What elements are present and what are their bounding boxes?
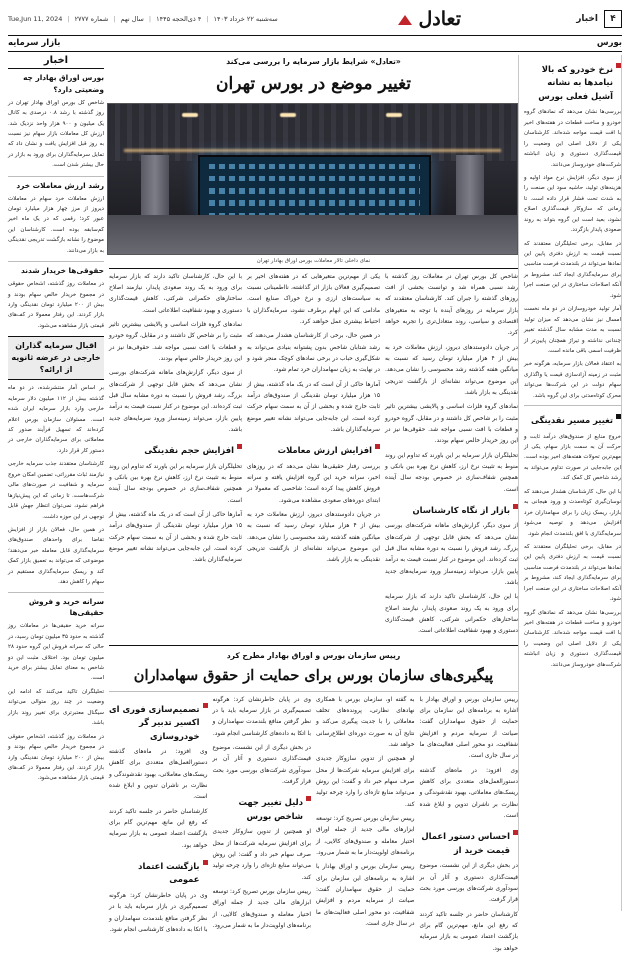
date-solar: سه‌شنبه ۲۲ خرداد ۱۴۰۳ (213, 15, 278, 23)
issue-number: شماره ۲۷۷۷ (74, 15, 109, 23)
second-subhead-3 (109, 700, 208, 745)
left-story-2-body (524, 432, 621, 671)
news-item-body (8, 279, 104, 331)
second-col-1 (420, 695, 519, 958)
second-col-2 (316, 695, 415, 958)
left-story-1-headline: نرخ خودرو که بالا نیامدها به نشانه آشیل فعلی بورس (538, 64, 613, 101)
photo-trading-board (198, 155, 431, 219)
photo-lamp-icon (182, 113, 198, 117)
lead-subhead-2 (247, 441, 380, 459)
second-story-body (109, 695, 518, 958)
square-bullet-icon (616, 63, 621, 68)
square-bullet-icon (616, 414, 621, 419)
photo-glow (124, 149, 500, 152)
paragraph: به گفته او، سازمان بورس با همکاری نهادهای نظارتی، پرونده‌های تخلف معاملاتی را با جدیت پیگیری می‌کند و نتایج آن به صورت دوره‌ای اطلاع‌رسانی خواهد شد. (316, 696, 415, 749)
paragraph: او همچنین از تدوین سازوکار جدیدی برای افزایش سرمایه شرکت‌ها از محل صرف سهام خبر داد و گفت: این روش می‌تواند منابع تازه‌ای را وارد چرخه تولید کند. (212, 829, 311, 881)
paragraph: بررسی‌ها نشان می‌دهد که نمادهای گروه خودرو و ساخت قطعات در هفته‌های اخیر با افت قیمت مواجه شده‌اند. کارشناسان یکی از دلایل اصلی این وضعیت را قیمت‌گذاری دستوری و زیان انباشته شرکت‌های خودروساز می‌دانند. (524, 609, 621, 668)
paragraph: به اعتقاد فعالان بازار سرمایه، هرگونه خبر مثبت در زمینه آزادسازی قیمت یا واگذاری سهام دولت در این شرکت‌ها می‌تواند محرک کوتاه‌مدتی برای این گروه باشد. (524, 361, 621, 399)
triangle-logo-icon (398, 15, 412, 25)
lead-story-photo (107, 103, 518, 255)
second-subhead-1-text: احساس دستور اعمال قیمت خرید از (421, 831, 510, 855)
paragraph: در مقابل، برخی تحلیلگران معتقدند که نسبت قیمت به ارزش دفتری پایین این نمادها می‌تواند در بلندمدت فرصت مناسبی برای سرمایه‌گذاری ایجاد کند، مشروط بر آنکه اصلاحات ساختاری در این صنعت اجرا شود. (524, 543, 621, 603)
left-story-2-head (524, 411, 621, 429)
second-subhead-3-text: تصمیم‌سازی فوری ای اکسیر تدبیر گر خودروسازی (109, 703, 200, 741)
photo-lamp-icon (280, 113, 296, 117)
second-col-3 (213, 695, 312, 958)
photo-pillar (456, 155, 485, 215)
news-item[interactable] (8, 180, 104, 256)
paragraph: کارشناسان حاضر در جلسه تاکید کردند که رفع این مانع، مهم‌ترین گام برای بازگشت اعتماد عمومی به بازار سرمایه خواهد بود. (109, 808, 208, 849)
lead-subhead-1-text: بازار از نگاه کارشناسان (412, 505, 510, 516)
photo-caption: نمای داخلی تالار معاملات بورس اوراق بهادار تهران (256, 257, 371, 264)
paragraph: او همچنین از تدوین سازوکار جدیدی برای افزایش سرمایه شرکت‌ها از محل صرف سهام خبر داد و گفت: این روش می‌تواند منابع تازه‌ای را وارد چرخه تولید کند. (316, 756, 415, 808)
square-bullet-icon (513, 504, 518, 509)
photo-ceiling (108, 104, 517, 161)
paragraph: در بخش دیگری از این نشست، موضوع قیمت‌گذاری دستوری و آثار آن بر سودآوری شرکت‌های بورسی مورد بحث قرار گرفت. (419, 863, 518, 904)
paragraph: با این حال، کارشناسان تاکید دارند که بازار سرمایه برای ورود به یک روند صعودی پایدار، نیازمند اصلاح ساختارهای حکمرانی شرکتی، کاهش قیمت‌گذاری دستوری و بهبود شفافیت اطلاعاتی است. (385, 594, 518, 635)
paragraph: تحلیلگران تاکید می‌کنند که ادامه این وضعیت در چند روز متوالی می‌تواند سیگنال معتبرتری برای تغییر روند بازار باشد. (8, 688, 104, 727)
paragraph: آمارها حاکی از آن است که در یک ماه گذشته، بیش از ۱۵ هزار میلیارد تومان نقدینگی از صندوق‌های درآمد ثابت خارج شده و بخشی از آن به سمت سهام حرکت کرده است. این جابه‌جایی می‌تواند نشانه تغییر موضع سرمایه‌گذاران باشد. (247, 381, 380, 434)
lead-col-3-text-2 (109, 462, 242, 567)
divider (109, 691, 518, 692)
news-item-headline: بورس اوراق بهادار چه وضعیتی دارد؟ (23, 73, 104, 94)
featured-news-headline: اقبال سرمایه گذاران خارجی در عرضه ثانویه از ارائه؟ (8, 336, 104, 380)
second-subhead-2-text: دلیل تغییر جهت شاخص بورس (238, 797, 303, 821)
photo-pillar (141, 155, 170, 215)
photo-floor (108, 215, 517, 254)
board-row (209, 188, 420, 193)
subbar-left-kicker: بازار سرمایه (8, 38, 61, 48)
paragraph: نمادهای گروه فلزات اساسی و پالایشی بیشترین تاثیر مثبت را بر شاخص کل داشتند و در مقابل، گروه خودرو و قطعات با افت نسبی مواجه شد. حقوقی‌ها نیز در این روز خریدار خالص سهام بودند. (385, 404, 518, 445)
lead-col-2-text-2 (247, 462, 380, 567)
news-column-title: اخبار (8, 55, 104, 69)
lead-subhead-3 (109, 441, 242, 459)
second-subhead-4-text: بازگشت اعتماد عمومی (138, 861, 200, 885)
paragraph: تحلیلگران بازار سرمایه بر این باورند که تداوم این روند منوط به تثبیت نرخ ارز، کاهش نرخ بهره بین بانکی و همچنین شفاف‌سازی در خصوص بودجه سال آینده است. (385, 452, 518, 493)
news-item-headline: سرانه خرید و فروش حقیقی‌ها (28, 596, 104, 618)
divider: | (67, 15, 70, 23)
divider (109, 268, 518, 269)
paragraph: وی افزود: در ماه‌های گذشته دستورالعمل‌های متعددی برای کاهش ریسک‌های معاملاتی، بهبود نقدشوندگی و نظارت بر ناشران تدوین و ابلاغ شده است. (109, 749, 208, 801)
second-col-4-text-2 (109, 891, 208, 936)
paragraph: در معاملات روز گذشته، اشخاص حقوقی در مجموع خریدار خالص سهام بودند و بیش از ۲۰۰ میلیارد تومان نقدینگی وارد بازار کردند. این رفتار معمولا در کف‌های قیمتی بازار مشاهده می‌شود. (8, 281, 104, 329)
divider (8, 261, 104, 262)
paragraph: رییس سازمان بورس و اوراق بهادار با اشاره به برنامه‌های این سازمان برای حمایت از حقوق سهامداران گفت: صیانت از سرمایه مردم و افزایش شفافیت، دو محور اصلی فعالیت‌های ما در سال جاری است. (419, 696, 518, 760)
masthead (8, 6, 622, 36)
square-bullet-icon (306, 796, 311, 801)
right-news-column (8, 55, 104, 911)
paragraph: خروج منابع از صندوق‌های درآمد ثابت و حرکت آن به سمت بازار سهام، یکی از مهم‌ترین تحولات هفته‌های اخیر بوده است. این جابه‌جایی در صورت تداوم می‌تواند به رشد شاخص کل کمک کند. (524, 433, 621, 482)
square-bullet-icon (203, 860, 208, 865)
newspaper-logo (393, 8, 461, 30)
paragraph: تحلیلگران بازار سرمایه بر این باورند که تداوم این روند منوط به تثبیت نرخ ارز، کاهش نرخ بهره بین بانکی و همچنین شفاف‌سازی در خصوص بودجه سال آینده است. (109, 463, 242, 504)
second-col-3-text-2 (213, 827, 312, 932)
news-item[interactable] (8, 265, 104, 331)
photo-lamp-icon (386, 113, 402, 117)
lead-col-1-text (385, 272, 518, 496)
paragraph: در مقابل، برخی تحلیلگران معتقدند که نسبت قیمت به ارزش دفتری پایین این نمادها می‌تواند در بلندمدت فرصت مناسبی برای سرمایه‌گذاری ایجاد کند، مشروط بر آنکه اصلاحات ساختاری در این صنعت اجرا شود. (524, 240, 621, 299)
paragraph: از سوی دیگر، گزارش‌های ماهانه شرکت‌های بورسی نشان می‌دهد که بخش قابل توجهی از شرکت‌های بزرگ، رشد فروش را نسبت به دوره مشابه سال قبل ثبت کرده‌اند. این موضوع در کنار نسبت قیمت به درآمد پایین بازار، می‌تواند زمینه‌ساز ورود سرمایه‌های جدید باشد. (109, 370, 242, 434)
paragraph: کارشناسان حاضر در جلسه تاکید کردند که رفع این مانع، مهم‌ترین گام برای بازگشت اعتماد عمومی به بازار سرمایه خواهد بود. (419, 911, 518, 952)
year-label: سال نهم (120, 15, 144, 23)
second-col-4-text (109, 747, 208, 852)
main-column (109, 55, 519, 952)
second-col-1-text (420, 695, 519, 823)
paragraph: بررسی‌ها نشان می‌دهد که نمادهای گروه خودرو و ساخت قطعات در هفته‌های اخیر با افت قیمت مواجه شده‌اند. کارشناسان یکی از دلایل اصلی این وضعیت را قیمت‌گذاری دستوری و زیان انباشته شرکت‌های خودروساز می‌دانند. (524, 109, 621, 168)
lead-col-2 (247, 272, 380, 641)
paragraph: در همین حال، فعالان بازار از افزایش تقاضا برای واحدهای صندوق‌های سرمایه‌گذاری قابل معامله خبر می‌دهند؛ موضوعی که می‌تواند به تعمیق بازار کمک کند و ریسک سرمایه‌گذاری مستقیم در سهام را کاهش دهد. (8, 526, 104, 586)
paragraph: شاخص کل بورس تهران در معاملات روز گذشته با رشد نسبی همراه شد و توانست بخشی از افت روزهای گذشته را جبران کند. کارشناسان معتقدند که بازار سرمایه در روزهای آینده با توجه به متغیرهای اقتصادی و سیاسی، روند متعادل‌تری را تجربه خواهد کرد. (385, 273, 518, 337)
paragraph: آمار تولید خودروسازان در دو ماه نخست امسال نیز نشان می‌دهد که میزان تولید نسبت به مدت مشابه سال گذشته تغییر چندانی نداشته و تیراژ همچنان پایین‌تر از ظرفیت اسمی باقی مانده است. (524, 306, 621, 354)
divider: | (113, 15, 116, 23)
paragraph: وی در پایان خاطرنشان کرد: هرگونه تصمیم‌گیری در بازار سرمایه باید با در نظر گرفتن منافع بلندمدت سهامداران و با اتکا به داده‌های کارشناسی انجام شود. (212, 696, 311, 737)
lead-col-1 (385, 272, 518, 641)
paragraph: یکی از مهم‌ترین متغیرهایی که در هفته‌های اخیر بر تصمیم‌گیری فعالان بازار اثر گذاشته، نااطمینانی نسبت به سیاست‌های ارزی و نرخ خوراک صنایع است. مادامی که این ابهام برطرف نشود، سرمایه‌گذاران با احتیاط بیشتری عمل خواهند کرد. (247, 273, 380, 326)
left-column (524, 55, 622, 911)
paragraph: وی افزود: در ماه‌های گذشته دستورالعمل‌های متعددی برای کاهش ریسک‌های معاملاتی، بهبود نقدشوندگی و نظارت بر ناشران تدوین و ابلاغ شده است. (419, 767, 518, 820)
lead-col-2-text (247, 272, 380, 437)
second-story-kicker: رییس سازمان بورس و اوراق بهادار مطرح کرد (226, 650, 401, 660)
lead-subhead-3-text: افزایش حجم نقدینگی (144, 445, 234, 456)
lead-subhead-2-text: افزایش ارزش معاملات (277, 445, 372, 456)
news-item-headline: حقوقی‌ها خریدار شدند (21, 266, 104, 276)
paragraph: رییس سازمان بورس تصریح کرد: توسعه ابزارهای مالی جدید از جمله اوراق اختیار معامله و صندوق‌های کالایی، از برنامه‌های اولویت‌دار ما به شمار می‌رود. (316, 816, 415, 857)
logo-text: تعادل (418, 8, 462, 30)
board-row (209, 164, 420, 169)
paragraph: رییس سازمان بورس و اوراق بهادار با اشاره به برنامه‌های این سازمان برای حمایت از حقوق سهامداران گفت: صیانت از سرمایه مردم و افزایش شفافیت، دو محور اصلی فعالیت‌های ما در سال جاری است. (316, 864, 415, 927)
second-subhead-2 (213, 793, 312, 825)
left-story-1-head (524, 60, 621, 105)
paragraph: شاخص کل بورس اوراق بهادار تهران در روز گذشته با رشد ۰.۸ درصدی به کانال یک میلیون و ۹۰۰ هزار واحد نزدیک شد. ارزش کل معاملات بازار سهام نیز نسبت به روز قبل افزایش یافت و نشان داد که تمایل سرمایه‌گذاران برای ورود به بازار در حال بیشتر شدن است. (8, 99, 105, 169)
paragraph: در جریان دادوستدهای دیروز، ارزش معاملات خرد به بیش از ۴ هزار میلیارد تومان رسید که نسبت به میانگین هفته گذشته رشد محسوسی را نشان می‌دهد. این موضوع می‌تواند نشانه‌ای از بازگشت تدریجی نقدینگی به بازار باشد. (247, 512, 380, 564)
lead-story-headline: تغییر موضع در بورس تهران (215, 74, 412, 95)
paragraph: بررسی رفتار حقیقی‌ها نشان می‌دهد که در روزهای اخیر، سرانه خرید این گروه افزایش یافته و سرانه فروش کاهش پیدا کرده است؛ شاخصی که معمولا در ابتدای دوره‌های صعودی مشاهده می‌شود. (247, 463, 380, 504)
paragraph: وی در پایان خاطرنشان کرد: هرگونه تصمیم‌گیری در بازار سرمایه باید با در نظر گرفتن منافع بلندمدت سهامداران و با اتکا به داده‌های کارشناسی انجام شود. (109, 892, 208, 933)
paragraph: نمادهای گروه فلزات اساسی و پالایشی بیشترین تاثیر مثبت را بر شاخص کل داشتند و در مقابل، گروه خودرو و قطعات با افت نسبی مواجه شد. حقوقی‌ها نیز در این روز خریدار خالص سهام بودند. (109, 322, 242, 363)
paragraph: ارزش معاملات خرد سهام در معاملات دیروز از مرز چهار هزار میلیارد تومان عبور کرد؛ رقمی که در یک ماه اخیر کم‌سابقه بوده است. کارشناسان این موضوع را نشانه بازگشت تدریجی نقدینگی به بازار می‌دانند. (8, 195, 104, 254)
paragraph: از سوی دیگر، افزایش نرخ مواد اولیه و هزینه‌های تولید، حاشیه سود این صنعت را به شدت تحت فشار قرار داده است. تا زمانی که سازوکار قیمت‌گذاری اصلاح نشود، بعید است این گروه بتواند به روند صعودی پایدار بازگردد. (524, 174, 621, 234)
masthead-left (576, 10, 622, 28)
lead-col-1-text-2 (385, 521, 518, 637)
news-item-body (8, 621, 104, 784)
second-col-1-text-2 (420, 861, 519, 955)
news-item-body (8, 194, 104, 257)
paragraph: از سوی دیگر، گزارش‌های ماهانه شرکت‌های بورسی نشان می‌دهد که بخش قابل توجهی از شرکت‌های بزرگ، رشد فروش را نسبت به دوره مشابه سال قبل ثبت کرده‌اند. این موضوع در کنار نسبت قیمت به درآمد پایین بازار، می‌تواند زمینه‌ساز ورود سرمایه‌های جدید باشد. (385, 523, 518, 587)
featured-news-body (8, 383, 104, 587)
divider: | (148, 15, 152, 23)
paragraph: در جریان دادوستدهای دیروز، ارزش معاملات خرد به بیش از ۴ هزار میلیارد تومان رسید که نسبت به میانگین هفته گذشته رشد محسوسی را نشان می‌دهد. این موضوع می‌تواند نشانه‌ای از بازگشت تدریجی نقدینگی به بازار باشد. (385, 344, 518, 397)
paragraph: با این حال، کارشناسان تاکید دارند که بازار سرمایه برای ورود به یک روند صعودی پایدار، نیازمند اصلاح ساختارهای حکمرانی شرکتی، کاهش قیمت‌گذاری دستوری و بهبود شفافیت اطلاعاتی است. (109, 273, 242, 314)
divider (8, 176, 104, 177)
lead-col-3-text (109, 272, 242, 437)
divider (8, 592, 104, 593)
paragraph: رییس سازمان بورس تصریح کرد: توسعه ابزارهای مالی جدید از جمله اوراق اختیار معامله و صندوق‌های کالایی، از برنامه‌های اولویت‌دار ما به شمار می‌رود. (212, 888, 311, 929)
paragraph: کارشناسان معتقدند جذب سرمایه خارجی نیازمند ثبات مقرراتی، تضمین امکان خروج سرمایه و شفافیت در صورت‌های مالی شرکت‌هاست. تا زمانی که این پیش‌نیازها فراهم نشود، نمی‌توان انتظار جهش قابل توجهی در این حوزه داشت. (8, 461, 104, 520)
lead-subhead-1 (385, 501, 518, 519)
paragraph: در همین حال، برخی از کارشناسان هشدار می‌دهند که رشد شتابان شاخص بدون پشتوانه بنیادی می‌تواند به شکل‌گیری حباب در برخی نمادهای کوچک منجر شود و در نهایت به زیان سهامداران خرد تمام شود. (247, 333, 380, 374)
square-bullet-icon (513, 830, 518, 835)
paragraph: بر اساس آمار منتشرشده، در دو ماه گذشته بیش از ۱۱۲ میلیون دلار سرمایه خارجی وارد بازار سرمایه ایران شده است. مسئولان سازمان بورس اعلام کرده‌اند که تسهیل فرآیند صدور کد معاملاتی برای سرمایه‌گذاران خارجی در دستور کار قرار دارد. (8, 385, 104, 454)
divider (524, 405, 621, 406)
square-bullet-icon (203, 703, 208, 708)
board-row (209, 176, 420, 181)
second-story-headline: پیگیری‌های سازمان بورس برای حمایت از حقوق سهامداران (133, 667, 494, 685)
second-col-4 (109, 695, 208, 958)
second-col-2-text (316, 695, 415, 931)
paragraph: در معاملات روز گذشته، اشخاص حقوقی در مجموع خریدار خالص سهام بودند و بیش از ۲۰۰ میلیارد تومان نقدینگی وارد بازار کردند. این رفتار معمولا در کف‌های قیمتی بازار مشاهده می‌شود. (8, 733, 104, 782)
lead-col-3 (109, 272, 242, 641)
left-story-1-body (524, 107, 621, 401)
lead-story-body (109, 272, 518, 641)
paragraph: سرانه خرید حقیقی‌ها در معاملات روز گذشته به حدود ۳۵ میلیون تومان رسید، در حالی که سرانه فروش این گروه حدود ۲۸ میلیون تومان بود. اختلاف مثبت این دو شاخص به معنای تمایل بیشتر برای خرید است. (8, 623, 104, 682)
date-lunar: ۴ ذی‌الحجه ۱۴۴۵ (156, 15, 202, 23)
news-item[interactable] (8, 72, 104, 171)
square-bullet-icon (237, 444, 242, 449)
left-story-2-headline: تغییر مسیر نقدینگی (530, 415, 613, 426)
lead-story-kicker: «تعادل» شرایط بازار سرمایه را بررسی می‌کند (226, 57, 401, 66)
news-item-body (8, 98, 104, 171)
second-subhead-4 (109, 857, 208, 889)
page-grid (8, 55, 622, 952)
divider (109, 645, 518, 646)
paragraph: با این حال، کارشناسان هشدار می‌دهند که نوسان‌گیری کوتاه‌مدت و ورود هیجانی به بازار، ریسک زیان را برای سهامداران خرد افزایش می‌دهد و توصیه می‌شود سرمایه‌گذاری با افق بلندمدت انجام شود. (524, 488, 621, 537)
section-label: اخبار (576, 14, 598, 24)
subbar-right-kicker: بورس (596, 38, 622, 48)
section-subbar (8, 36, 622, 52)
issue-date-line (8, 15, 278, 23)
second-subhead-1 (420, 827, 519, 859)
board-row (209, 200, 420, 205)
second-col-3-text (213, 695, 312, 789)
paragraph: آمارها حاکی از آن است که در یک ماه گذشته، بیش از ۱۵ هزار میلیارد تومان نقدینگی از صندوق‌های درآمد ثابت خارج شده و بخشی از آن به سمت سهام حرکت کرده است. این جابه‌جایی می‌تواند نشانه تغییر موضع سرمایه‌گذاران باشد. (109, 512, 242, 564)
news-item[interactable] (8, 596, 104, 784)
square-bullet-icon (375, 444, 380, 449)
news-item-headline: رشد ارزش معاملات خرد (16, 180, 104, 190)
divider: | (206, 15, 209, 23)
page-number: ۴ (604, 10, 622, 28)
paragraph: در بخش دیگری از این نشست، موضوع قیمت‌گذاری دستوری و آثار آن بر سودآوری شرکت‌های بورسی مورد بحث قرار گرفت. (212, 745, 311, 786)
date-gregorian: Tue,Jun 11, 2024 (8, 15, 63, 23)
